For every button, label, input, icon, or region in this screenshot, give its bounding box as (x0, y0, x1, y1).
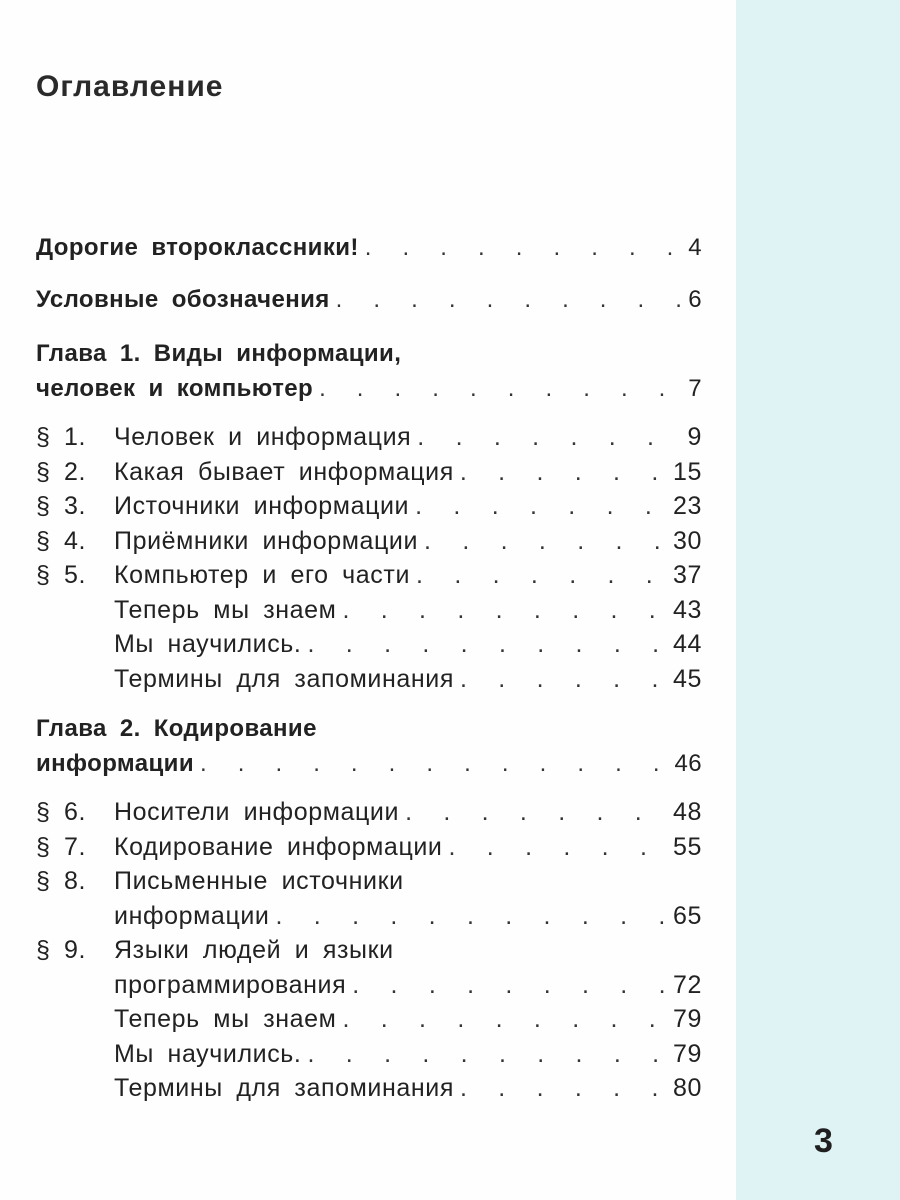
toc-entry-section-7[interactable] (36, 833, 702, 868)
dot-leader (411, 423, 683, 452)
entry-page-number: 80 (672, 1074, 702, 1102)
dot-leader (346, 971, 669, 1000)
dot-leader (454, 1074, 669, 1103)
entry-title: Кодирование информации (114, 832, 443, 861)
entry-page-number: 46 (674, 749, 702, 777)
dot-leader (443, 833, 669, 862)
dot-leader (336, 1005, 669, 1034)
toc-entry-section-9-cont[interactable] (36, 971, 702, 1006)
dot-leader (194, 750, 671, 778)
entry-page-number: 79 (672, 1005, 702, 1033)
entry-page-number: 23 (672, 492, 702, 520)
entry-page-number: 45 (672, 664, 702, 693)
chapter-1-heading[interactable] (36, 340, 702, 375)
chapter-title-line2: информации (36, 749, 194, 777)
entry-title: Какая бывает информация (114, 457, 454, 486)
toc-entry-summary-terms-2[interactable] (36, 1074, 702, 1109)
entry-title: Условные обозначения (36, 285, 330, 313)
entry-page-number: 79 (672, 1039, 702, 1068)
chapter-title-line2: человек и компьютер (36, 374, 314, 402)
dot-leader (313, 375, 684, 403)
entry-page-number: 7 (688, 374, 702, 402)
entry-title: Мы научились. (114, 1039, 302, 1068)
section-number: § 9. (36, 936, 87, 964)
entry-page-number: 65 (672, 901, 702, 930)
page-title: Оглавление (36, 70, 224, 103)
entry-page-number: 6 (688, 285, 702, 313)
section-number: § 6. (36, 798, 87, 826)
entry-page-number: 72 (672, 970, 702, 999)
dot-leader (454, 665, 669, 694)
dot-leader (409, 492, 669, 521)
toc-entry-intro-legend[interactable] (36, 286, 702, 321)
entry-title: Языки людей и языки (114, 936, 394, 964)
dot-leader (410, 561, 669, 590)
table-of-contents (36, 234, 702, 1109)
section-number: § 5. (36, 561, 87, 589)
toc-entry-summary-known-2[interactable] (36, 1005, 702, 1040)
section-number: § 3. (36, 492, 87, 520)
dot-leader (454, 458, 669, 487)
entry-page-number: 15 (672, 457, 702, 486)
chapter-2-heading[interactable] (36, 715, 702, 750)
toc-entry-section-5[interactable] (36, 561, 702, 596)
toc-entry-summary-learned[interactable] (36, 630, 702, 665)
entry-page-number: 30 (672, 526, 702, 555)
toc-entry-section-8-cont[interactable] (36, 902, 702, 937)
entry-title: Дорогие второклассники! (36, 234, 359, 261)
toc-entry-section-8[interactable] (36, 867, 702, 902)
dot-leader (301, 1040, 669, 1069)
chapter-1-heading-line2[interactable] (36, 375, 702, 410)
entry-page-number: 48 (672, 798, 702, 826)
entry-title: Приёмники информации (114, 526, 419, 555)
entry-page-number: 37 (672, 561, 702, 589)
section-number: § 4. (36, 526, 87, 555)
section-number: § 2. (36, 457, 87, 486)
entry-title: Компьютер и его части (114, 561, 411, 589)
entry-page-number: 44 (672, 630, 702, 658)
toc-entry-summary-learned-2[interactable] (36, 1040, 702, 1075)
toc-entry-summary-terms[interactable] (36, 665, 702, 700)
entry-title-continued: информации (114, 901, 270, 930)
dot-leader (359, 234, 684, 262)
entry-title: Теперь мы знаем (114, 1005, 337, 1033)
entry-page-number: 9 (687, 423, 702, 451)
page-number: 3 (814, 1122, 833, 1160)
entry-title: Теперь мы знаем (114, 595, 337, 624)
section-number: § 1. (36, 423, 87, 451)
dot-leader (336, 596, 669, 625)
entry-title: Термины для запоминания (114, 1074, 454, 1102)
chapter-2-heading-line2[interactable] (36, 750, 702, 785)
toc-entry-section-9[interactable] (36, 936, 702, 971)
section-number: § 8. (36, 867, 87, 895)
toc-entry-section-3[interactable] (36, 492, 702, 527)
toc-entry-section-4[interactable] (36, 527, 702, 562)
entry-title: Письменные источники (114, 867, 404, 895)
entry-page-number: 43 (672, 595, 702, 624)
entry-title: Термины для запоминания (114, 664, 454, 693)
toc-entry-summary-known[interactable] (36, 596, 702, 631)
toc-entry-intro-greeting[interactable] (36, 234, 702, 269)
toc-entry-section-2[interactable] (36, 458, 702, 493)
entry-title-continued: программирования (114, 970, 347, 999)
entry-page-number: 55 (672, 832, 702, 861)
entry-title: Источники информации (114, 492, 410, 520)
dot-leader (418, 527, 669, 556)
section-number: § 7. (36, 832, 87, 861)
dot-leader (330, 286, 685, 314)
dot-leader (399, 798, 669, 827)
dot-leader (301, 630, 669, 659)
entry-title: Мы научились. (114, 630, 302, 658)
dot-leader (270, 902, 669, 931)
chapter-title-line1: Глава 2. Кодирование (36, 715, 317, 742)
entry-page-number: 4 (688, 234, 702, 261)
toc-entry-section-6[interactable] (36, 798, 702, 833)
entry-title: Носители информации (114, 798, 400, 826)
page-edge-band (736, 0, 900, 1200)
chapter-title-line1: Глава 1. Виды информации, (36, 340, 402, 367)
entry-title: Человек и информация (114, 423, 412, 451)
toc-entry-section-1[interactable] (36, 423, 702, 458)
